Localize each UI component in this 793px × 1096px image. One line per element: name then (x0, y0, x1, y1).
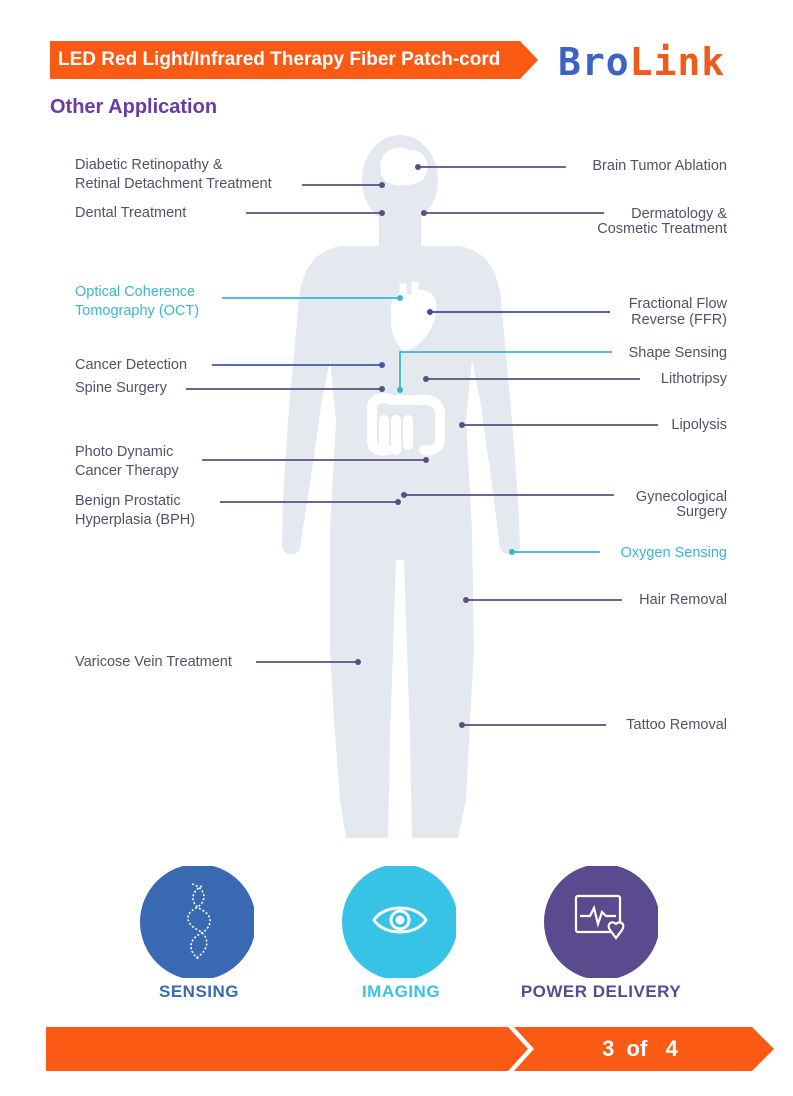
label-line: Shape Sensing (628, 345, 727, 361)
label-dermatology (597, 205, 727, 239)
label-gynecological-surgery (636, 488, 727, 522)
label-cancer-detection (75, 356, 187, 375)
label-dental-treatment (75, 204, 186, 223)
document-title: LED Red Light/Infrared Therapy Fiber Patch-cord (58, 49, 501, 70)
label-line: Varicose Vein Treatment (75, 654, 232, 670)
imaging-circle (338, 866, 464, 978)
label-brain-tumor-ablation (592, 157, 727, 176)
label-line: Lipolysis (671, 417, 727, 433)
imaging-caption: IMAGING (361, 982, 441, 1001)
label-line: Cancer Detection (75, 357, 188, 373)
label-line: Tomography (OCT) (75, 303, 200, 319)
label-line: Dermatology & (631, 206, 727, 222)
label-line: Retinal Detachment Treatment (75, 176, 272, 192)
label-bph (75, 492, 195, 530)
label-diabetic-retinopathy (75, 156, 272, 194)
label-line: Hair Removal (639, 592, 727, 608)
label-lipolysis (671, 416, 727, 435)
logo-text-bro: Bro (558, 40, 630, 84)
sensing-circle (136, 866, 262, 978)
label-line: Lithotripsy (660, 371, 727, 387)
label-lithotripsy (661, 370, 727, 389)
label-line: Hyperplasia (BPH) (75, 512, 196, 528)
label-line: Brain Tumor Ablation (592, 158, 727, 174)
label-line: Spine Surgery (75, 380, 167, 396)
label-line: Benign Prostatic (75, 493, 181, 509)
label-line: Oxygen Sensing (620, 545, 727, 561)
power-delivery-circle (540, 866, 666, 978)
label-spine-surgery (75, 379, 167, 398)
power-delivery-caption: POWER DELIVERY (520, 982, 682, 1001)
label-oxygen-sensing (621, 544, 727, 563)
label-varicose-vein (75, 653, 232, 672)
logo-text-link: Link (629, 40, 726, 84)
label-oct (75, 283, 199, 321)
body-silhouette (282, 135, 520, 838)
label-photo-dynamic-therapy (75, 443, 179, 481)
label-line: Fractional Flow (628, 296, 727, 312)
label-line: Dental Treatment (75, 205, 187, 221)
section-title: Other Application (50, 96, 218, 118)
label-line: Tattoo Removal (626, 717, 727, 733)
sensing-caption: SENSING (158, 982, 240, 1001)
label-line: Optical Coherence (75, 284, 196, 300)
label-line: Reverse (FFR) (631, 312, 727, 328)
label-line: Surgery (676, 504, 727, 520)
label-line: Diabetic Retinopathy & (75, 157, 223, 173)
label-shape-sensing (629, 344, 727, 363)
label-line: Photo Dynamic (75, 444, 174, 460)
label-line: Cosmetic Treatment (597, 221, 727, 237)
label-line: Gynecological (635, 489, 727, 505)
page-number: 3 of 4 (602, 1036, 678, 1061)
label-line: Cancer Therapy (75, 463, 179, 479)
label-ffr (629, 295, 727, 330)
label-hair-removal (639, 591, 727, 610)
label-tattoo-removal (626, 716, 727, 735)
